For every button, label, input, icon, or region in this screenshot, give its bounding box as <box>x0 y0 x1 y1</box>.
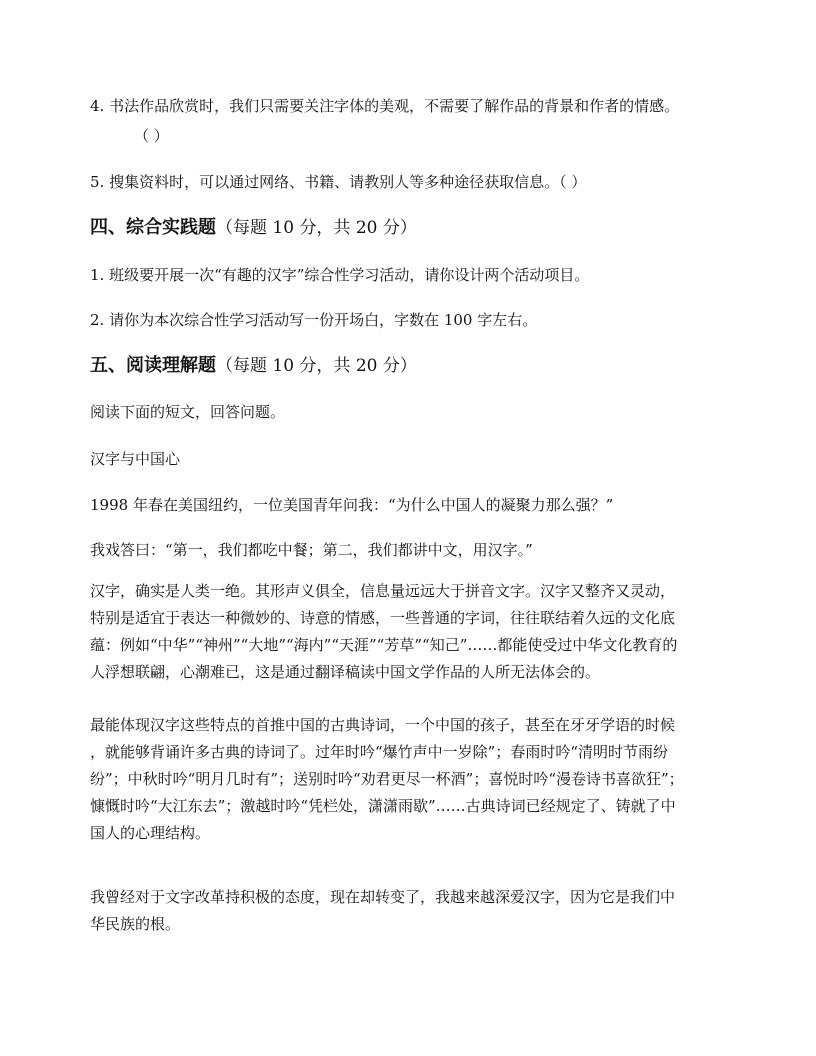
paragraph-line: 纷”；中秋时吟“明月几时有”；送别时吟“劝君更尽一杯酒”；喜悦时吟“漫卷诗书喜欲狂”； <box>90 770 684 788</box>
paragraph-line: 汉字，确实是人类一绝。其形声义俱全，信息量远远大于拼音文字。汉字又整齐又灵动， <box>90 582 676 600</box>
section-5-score: （每题 10 分，共 20 分） <box>216 356 417 376</box>
section-4-title: 四、综合实践题 <box>90 217 216 238</box>
paragraph-line: 最能体现汉字这些特点的首推中国的古典诗词，一个中国的孩子，甚至在牙牙学语的时候 <box>90 716 676 734</box>
paragraph-line: 慷慨时吟“大江东去”；激越时吟“凭栏处，潇潇雨歇”……古典诗词已经规定了、铸就了中 <box>90 797 676 815</box>
question-4-answer-bracket: （ ） <box>134 127 169 145</box>
paragraph-line: 华民族的根。 <box>90 915 181 933</box>
paragraph-line: 人浮想联翩，心潮难已，这是通过翻译稿读中国文学作品的人所无法体会的。 <box>90 663 601 681</box>
reading-instruction: 阅读下面的短文，回答问题。 <box>90 403 286 421</box>
passage-paragraph-5 <box>90 884 730 938</box>
passage-title: 汉字与中国心 <box>90 450 181 468</box>
section-4-heading <box>90 217 730 239</box>
question-5: 5. 搜集资料时，可以通过网络、书籍、请教别人等多种途径获取信息。（ ） <box>90 173 587 191</box>
question-4-line-1: 4. 书法作品欣赏时，我们只需要关注字体的美观，不需要了解作品的背景和作者的情感。 <box>90 97 680 115</box>
section-4-question-2: 2. 请你为本次综合性学习活动写一份开场白，字数在 100 字左右。 <box>90 311 538 329</box>
passage-paragraph-4 <box>90 712 730 847</box>
section-4-score: （每题 10 分，共 20 分） <box>216 218 417 238</box>
paragraph-line: 特别是适宜于表达一种微妙的、诗意的情感，一些普通的字词，往往联结着久远的文化底 <box>90 609 676 627</box>
paragraph-line: 我曾经对于文字改革持积极的态度，现在却转变了，我越来越深爱汉字，因为它是我们中 <box>90 888 676 906</box>
passage-paragraph-1: 1998 年春在美国纽约，一位美国青年问我：“为什么中国人的凝聚力那么强？” <box>90 496 614 514</box>
paragraph-line: ，就能够背诵许多古典的诗词了。过年时吟“爆竹声中一岁除”；春雨时吟“清明时节雨纷 <box>90 743 669 761</box>
passage-paragraph-3 <box>90 578 730 686</box>
passage-paragraph-2: 我戏答曰：“第一，我们都吃中餐；第二，我们都讲中文，用汉字。” <box>90 541 533 559</box>
paragraph-line: 国人的心理结构。 <box>90 824 211 842</box>
section-4-question-1: 1. 班级要开展一次“有趣的汉字”综合性学习活动，请你设计两个活动项目。 <box>90 266 590 284</box>
section-5-heading <box>90 355 730 377</box>
paragraph-line: 蕴：例如“中华”“神州”“大地”“海内”“天涯”“芳草”“知己”……都能使受过中华文化教育的 <box>90 636 678 654</box>
section-5-title: 五、阅读理解题 <box>90 355 216 376</box>
